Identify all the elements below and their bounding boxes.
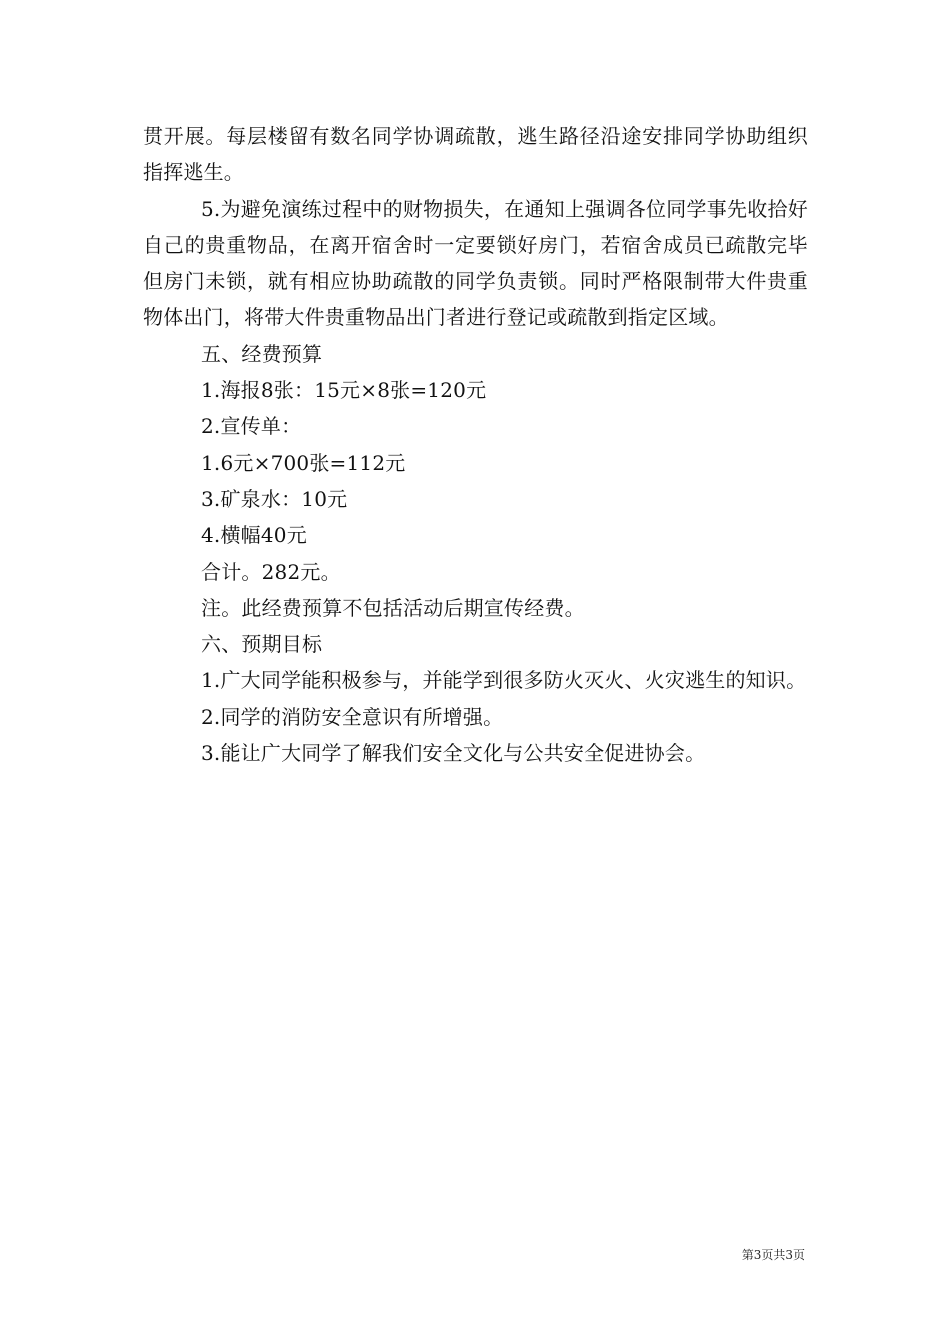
paragraph-property-protection: 5.为避免演练过程中的财物损失，在通知上强调各位同学事先收拾好自己的贵重物品，在离开宿舍时一定要锁好房门，若宿舍成员已疏散完毕但房门未锁，就有相应协助疏散的同学负责锁。同时严格限制带大件贵重物体出门，将带大件贵重物品出门者进行登记或疏散到指定区域。	[143, 196, 808, 330]
budget-item-leaflets-cost: 1.6元×700张=112元	[201, 450, 406, 475]
budget-item-posters: 1.海报8张：15元×8张=120元	[201, 378, 487, 403]
budget-item-banner: 4.横幅40元	[201, 523, 307, 548]
budget-item-water: 3.矿泉水：10元	[201, 486, 348, 511]
section-heading-goals: 六、预期目标	[201, 632, 323, 657]
budget-note: 注。此经费预算不包括活动后期宣传经费。	[201, 595, 585, 620]
goal-item-participation: 1.广大同学能积极参与，并能学到很多防火灭火、火灾逃生的知识。	[201, 668, 807, 693]
budget-total: 合计。282元。	[201, 559, 341, 584]
goal-item-association: 3.能让广大同学了解我们安全文化与公共安全促进协会。	[201, 741, 706, 766]
section-heading-budget: 五、经费预算	[201, 341, 323, 366]
document-body	[143, 118, 808, 771]
goal-item-awareness: 2.同学的消防安全意识有所增强。	[201, 704, 504, 729]
budget-item-leaflets: 2.宣传单：	[201, 414, 302, 439]
page-number-footer: 第3页共3页	[741, 1248, 805, 1262]
paragraph-evacuation-coordination: 贯开展。每层楼留有数名同学协调疏散，逃生路径沿途安排同学协助组织指挥逃生。	[143, 124, 808, 185]
